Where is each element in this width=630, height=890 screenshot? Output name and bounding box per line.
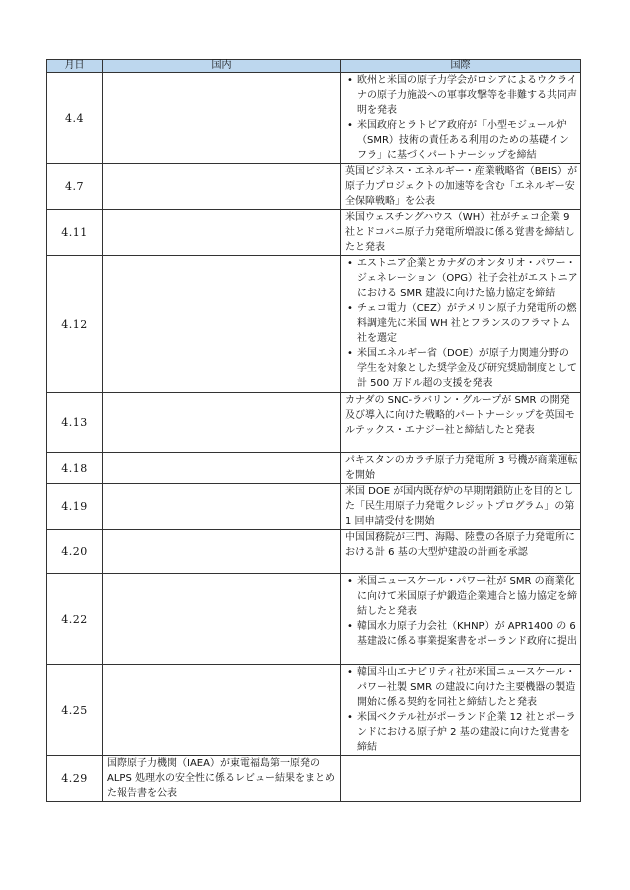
- table-row: [47, 756, 581, 802]
- bullet-item: • 米国エネルギー省（DOE）が原子力関連分野の学生を対象とした奨学金及び研究奨励制度として計 500 万ドル超の支援を発表: [345, 346, 578, 391]
- table-row: [47, 73, 581, 164]
- row-date: 4.29: [47, 756, 103, 802]
- row-international: [341, 73, 581, 164]
- row-date: 4.18: [47, 453, 103, 484]
- row-date: 4.13: [47, 393, 103, 453]
- row-domestic: [103, 484, 341, 530]
- row-date: 4.4: [47, 73, 103, 164]
- row-international: [341, 210, 581, 256]
- row-international: [341, 530, 581, 574]
- row-international: [341, 453, 581, 484]
- row-date: 4.12: [47, 256, 103, 393]
- row-international: [341, 756, 581, 802]
- table-row: [47, 393, 581, 453]
- bullet-item: • チェコ電力（CEZ）がテメリン原子力発電所の燃料調達先に米国 WH 社とフランスのフラマトム社を選定: [345, 301, 578, 346]
- row-date: 4.11: [47, 210, 103, 256]
- item-text: 中国国務院が三門、海陽、陸豊の各原子力発電所における計 6 基の大型炉建設の計画を承認: [345, 532, 575, 558]
- news-table: [46, 59, 581, 802]
- row-international: [341, 256, 581, 393]
- bullet-item: • 米国政府とラトビア政府が「小型モジュール炉（SMR）技術の責任ある利用のための基礎インフラ」に基づくパートナーシップを締結: [345, 118, 578, 163]
- item-text: 米国 DOE が国内既存炉の早期閉鎖防止を目的とした「民生用原子力発電クレジットプログラム」の第 1 回申請受付を開始: [345, 486, 575, 527]
- bullet-item: • 韓国斗山エナビリティ社が米国ニュースケール・パワー社製 SMR の建設に向けた主要機器の製造開始に係る契約を同社と締結したと発表: [345, 665, 578, 710]
- row-domestic: [103, 530, 341, 574]
- bullet-item: • エストニア企業とカナダのオンタリオ・パワー・ジェネレーション（OPG）社子会社がエストニアにおける SMR 建設に向けた協力協定を締結: [345, 256, 578, 301]
- table-row: [47, 256, 581, 393]
- bullet-item: • 米国ベクテル社がポーランド企業 12 社とポーランドにおける原子炉 2 基の建設に向けた覚書を締結: [345, 710, 578, 755]
- row-domestic: [103, 665, 341, 756]
- row-domestic: 国際原子力機関（IAEA）が東電福島第一原発の ALPS 処理水の安全性に係るレビュー結果をまとめた報告書を公表: [103, 756, 341, 802]
- header-date: 月日: [47, 60, 103, 73]
- header-international: 国際: [341, 60, 581, 73]
- row-domestic: [103, 210, 341, 256]
- row-domestic: [103, 73, 341, 164]
- row-international: [341, 665, 581, 756]
- bullet-list: [345, 665, 578, 755]
- row-international: [341, 164, 581, 210]
- header-row: [47, 60, 581, 73]
- bullet-item: • 韓国水力原子力会社（KHNP）が APR1400 の 6 基建設に係る事業提案書をポーランド政府に提出: [345, 619, 578, 649]
- bullet-item: • 欧州と米国の原子力学会がロシアによるウクライナの原子力施設への軍事攻撃等を非難する共同声明を発表: [345, 73, 578, 118]
- item-text: パキスタンのカラチ原子力発電所 3 号機が商業運転を開始: [345, 455, 578, 481]
- row-date: 4.19: [47, 484, 103, 530]
- table-body: [47, 73, 581, 802]
- item-text: カナダの SNC-ラバリン・グループが SMR の開発及び導入に向けた戦略的パートナーシップを英国モルテックス・エナジー社と締結したと発表: [345, 395, 575, 436]
- row-date: 4.20: [47, 530, 103, 574]
- row-domestic: [103, 574, 341, 665]
- header-domestic: 国内: [103, 60, 341, 73]
- row-date: 4.25: [47, 665, 103, 756]
- table-row: [47, 210, 581, 256]
- table-row: [47, 530, 581, 574]
- item-text: 英国ビジネス・エネルギー・産業戦略省（BEIS）が原子力プロジェクトの加速等を含む「エネルギー安全保障戦略」を公表: [345, 166, 578, 207]
- row-domestic: [103, 164, 341, 210]
- table-row: [47, 484, 581, 530]
- bullet-item: • 米国ニュースケール・パワー社が SMR の商業化に向けて米国原子炉鍛造企業連合と協力協定を締結したと発表: [345, 574, 578, 619]
- bullet-list: [345, 73, 578, 163]
- row-date: 4.22: [47, 574, 103, 665]
- row-domestic: [103, 453, 341, 484]
- row-date: 4.7: [47, 164, 103, 210]
- table-row: [47, 164, 581, 210]
- row-international: [341, 574, 581, 665]
- bullet-list: [345, 256, 578, 391]
- row-domestic: [103, 256, 341, 393]
- row-international: [341, 393, 581, 453]
- bullet-list: [345, 574, 578, 649]
- item-text: 米国ウェスチングハウス（WH）社がチェコ企業 9 社とドコバニ原子力発電所増設に係る覚書を締結したと発表: [345, 212, 575, 253]
- table-row: [47, 574, 581, 665]
- table-row: [47, 665, 581, 756]
- row-international: [341, 484, 581, 530]
- row-domestic: [103, 393, 341, 453]
- table-row: [47, 453, 581, 484]
